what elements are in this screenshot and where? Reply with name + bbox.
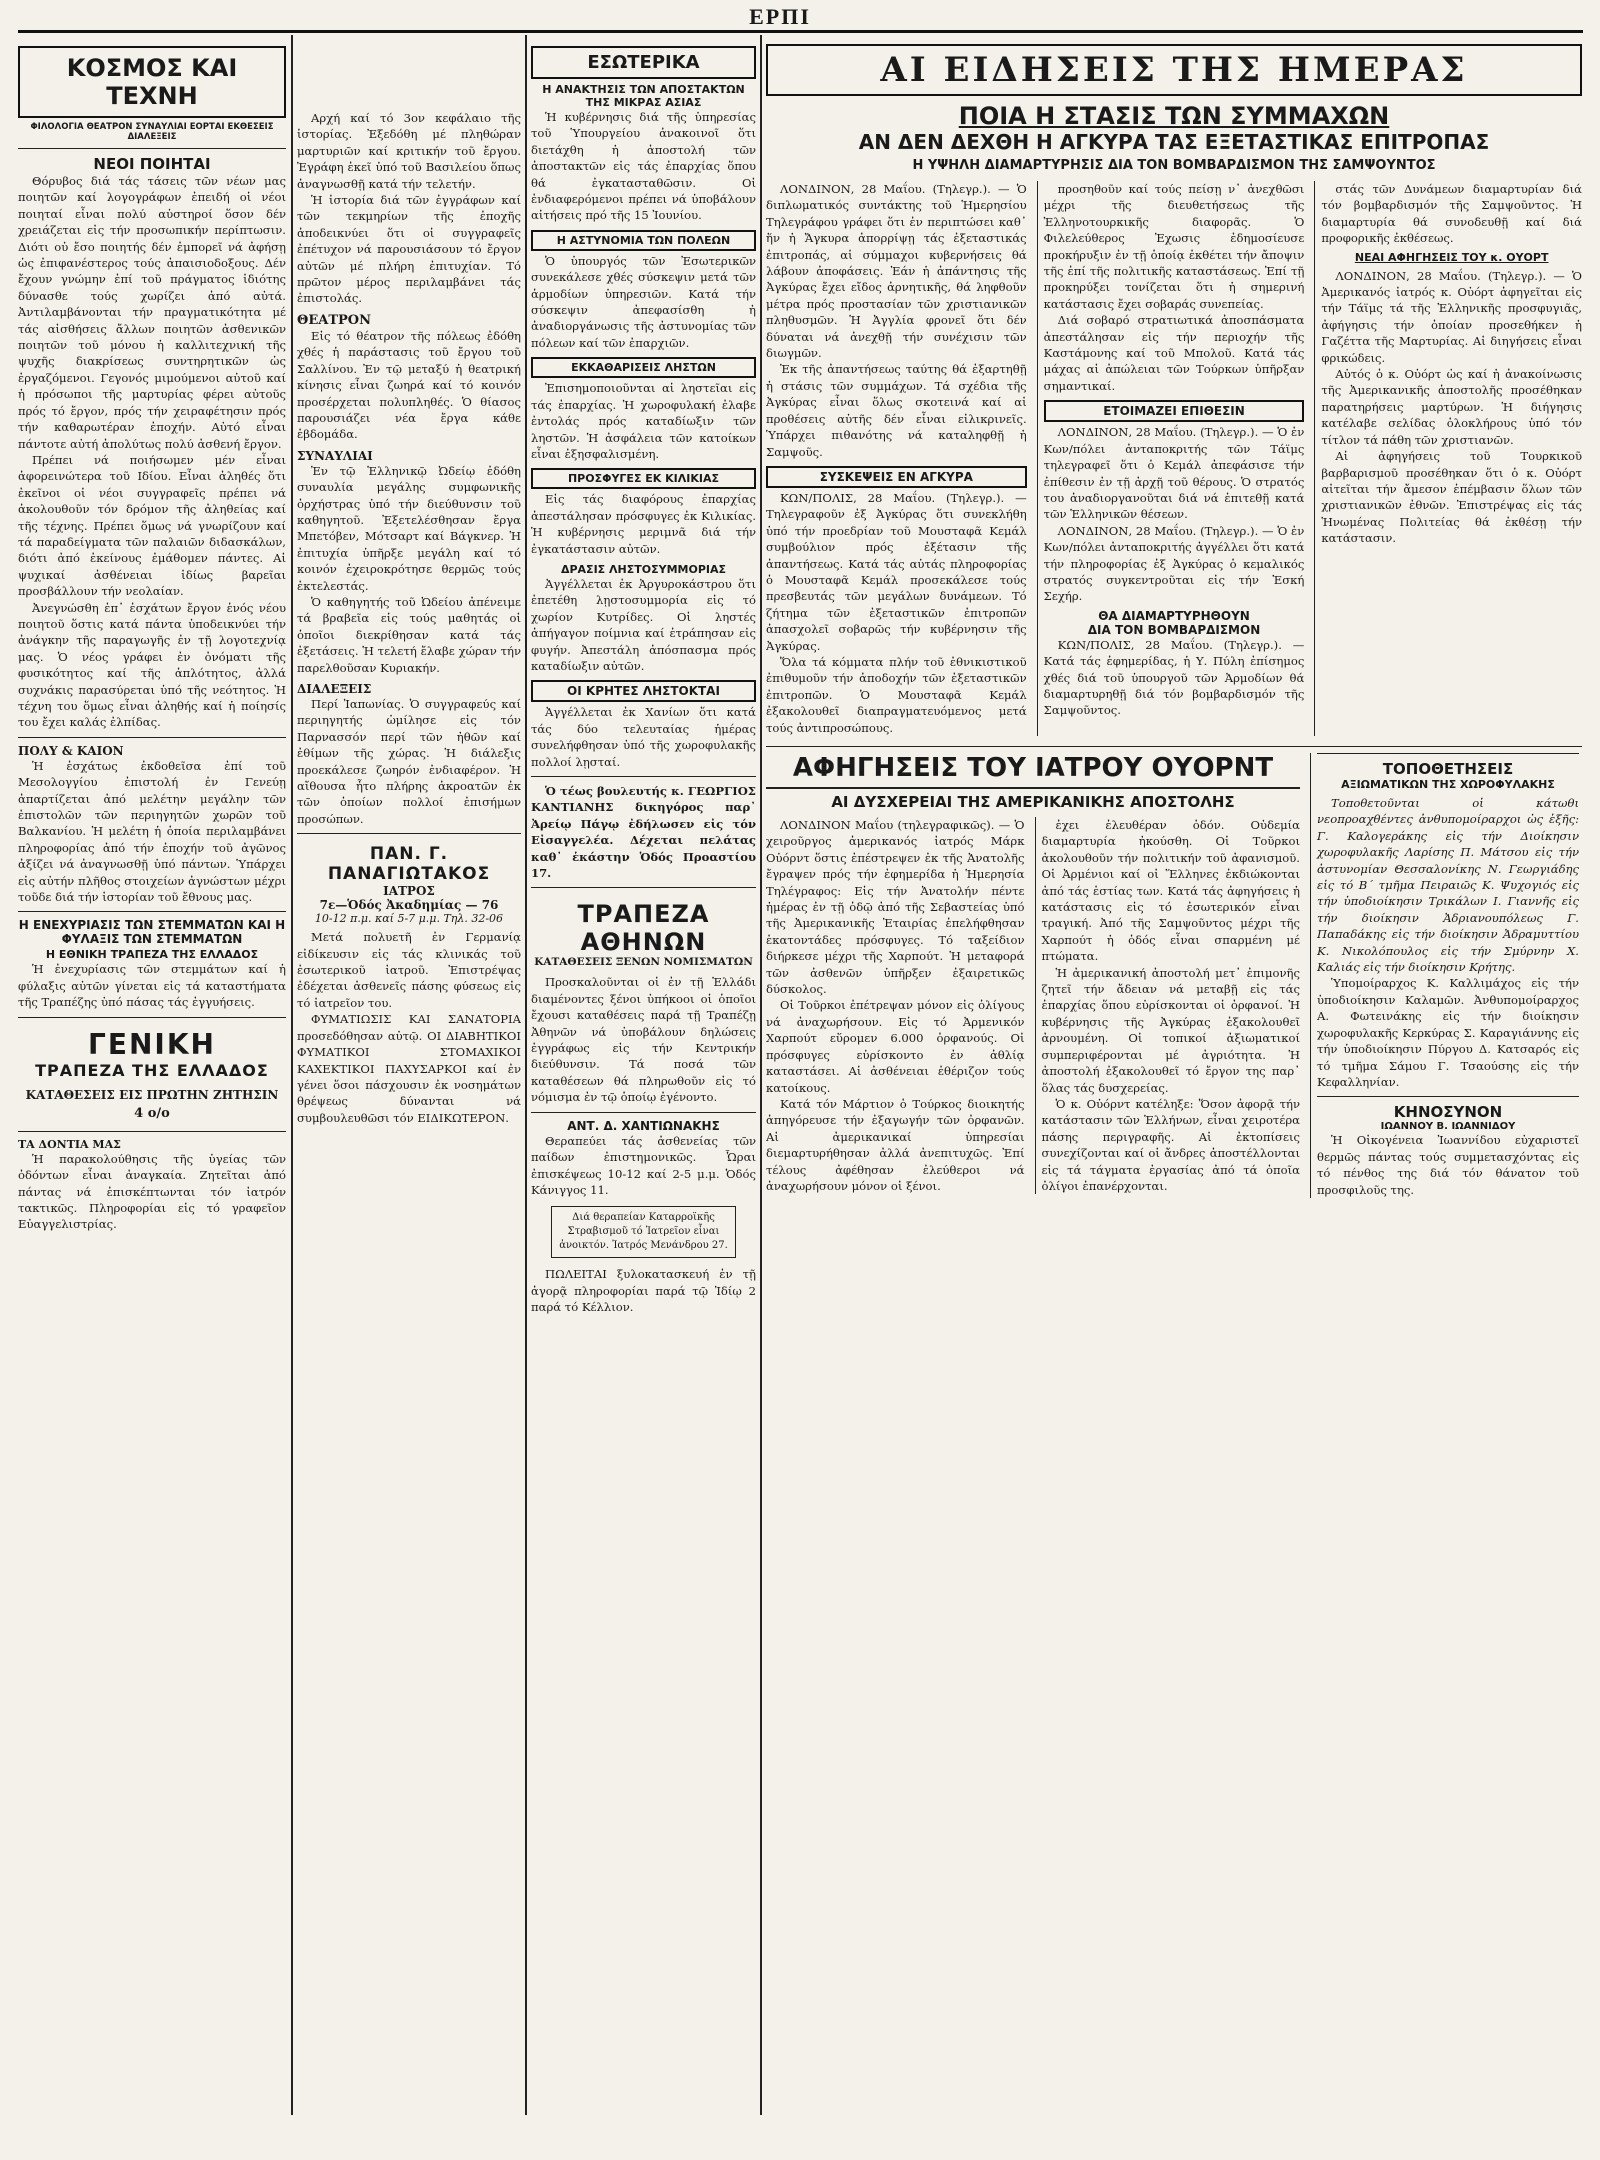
article-paragraph: Προσκαλοῦνται οἱ ἐν τῇ Ἑλλάδι διαμένοντες ξένοι ὑπήκοοι οἱ ὁποῖοι ἔχουσι καταθέσεις παρά τῇ Τραπέζῃ Ἀθηνῶν νά ὑποβάλουν δηλώσεις ἐγγράφως εἰς τήν Κεντρικήν διεύθυνσιν. Τά ποσά τῶν καταθέσεων θά πληρωθοῦν εἰς τό νόμισμα ἐν τῷ ὁποίῳ ἐγένοντο. [531,975,756,1105]
ad-name: ΑΝΤ. Δ. ΧΑΝΤΙΩΝΑΚΗΣ [567,1118,720,1133]
article-paragraph: στάς τῶν Δυνάμεων διαμαρτυρίαν διά τόν βομβαρδισμόν τῆς Σαμψοῦντος. Ἡ διαμαρτυρία θά συνοδευθῇ καί διά προφορικῆς ἐκθέσεως. [1321,182,1582,246]
article-paragraph: Οἱ Τοῦρκοι ἐπέτρεψαν μόνον εἰς ὀλίγους νά ἀναχωρήσουν. Εἰς τό Ἀρμενικόν Χαρπούτ εὕρομεν 6.000 ὀρφανούς. Οἱ πρόσφυγες εὑρίσκοντο ἐν ἀθλίᾳ καταστάσει. Αἱ ἀσθένειαι ἐθέριζον τούς κατοίκους. [766,998,1025,1095]
article-col [1035,817,1301,1194]
article-paragraph: Ὁ κ. Οὐόρντ κατέληξε: Ὅσον ἀφορᾷ τήν κατάστασιν τῶν Ἑλλήνων, εἶναι χειροτέρα πάσης περιγραφῆς. Αἱ ἐκτοπίσεις συνεχίζονται καί οἱ ἄνδρες ἀποστέλλονται εἰς τά τάγματα ἐργασίας ἀπό τά ὁποῖα ὀλίγοι ἐπανέρχονται. [1041,1096,1300,1193]
article-paragraph: Ὁ ὑπουργός τῶν Ἐσωτερικῶν συνεκάλεσε χθές σύσκεψιν μετά τῶν ἁρμοδίων ὑπηρεσιῶν. Κατά τήν σύσκεψιν ἀπεφασίσθη ἡ ἀναδιοργάνωσις τῆς ἀστυνομίας τῶν πόλεων καί τῶν ἐπαρχιῶν. [531,253,756,350]
divider [18,1131,286,1132]
headline: ΕΤΟΙΜΑΖΕΙ ΕΠΙΘΕΣΙΝ [1044,400,1305,422]
divider [18,737,286,738]
doctor-advertisement [297,840,521,929]
article-paragraph: ΛΟΝΔΙΝΟΝ, 28 Μαΐου. (Τηλεγρ.). — Ὁ ἐν Κων/πόλει ἀνταποκριτής τῶν Τάϊμς τηλεγραφεῖ ὅτι ὁ Κεμάλ ἀπεφάσισε τήν ἐπίθεσιν ἐν τῇ ἀρχῇ τοῦ θέρους. Ὁ στρατός του ἀναδιοργανοῦται διά νά ἐπιτεθῇ κατά τῶν Ἑλληνικῶν θέσεων. [1043,425,1305,522]
article-paragraph: Θεραπεύει τάς ἀσθενείας τῶν παίδων ἐπιστημονικῶς. Ὧραι ἐπισκέψεως 10-12 καί 2-5 μ.μ. Ὁδός Κάνιγγος 11. [531,1133,756,1197]
headline: Η ΕΝΕΧΥΡΙΑΣΙΣ ΤΩΝ ΣΤΕΜΜΑΤΩΝ ΚΑΙ Η ΦΥΛΑΞΙΣ ΤΩΝ ΣΤΕΜΜΑΤΩΝ [18,918,286,947]
article-paragraph: Αὐτός ὁ κ. Οὐόρτ ὡς καί ἡ ἀνακοίνωσις τῆς Ἀμερικανικῆς ἀποστολῆς προσέθηκαν παρατηρήσεις μαρτύρων. Ἡ διήγησις κατέλαβε σελίδας ὁλοκλήρους ὑπό τόν τίτλον τά πάθη τῶν χριστιανῶν. [1321,367,1582,447]
article-paragraph: ἐχει ἐλευθέραν ὁδόν. Οὐδεμία διαμαρτυρία ἠκούσθη. Οἱ Τοῦρκοι ἀκολουθοῦν τήν πολιτικήν τοῦ ἀφανισμοῦ. Οἱ Ἀρμένιοι καί οἱ Ἕλληνες ἐκδιώκονται ἀπό τάς ἑστίας των. Κατά τάς ἀφηγήσεις ἡ κατάστασις εἰς τό ἐσωτερικόν εἶναι τραγική. Ἀπό τῆς Σαμψοῦντος μέχρι τῆς Χαρπούτ ἡ ὁδός εἶναι σπαρμένη μέ πτώματα. [1041,818,1300,964]
headline: ΚΗΝΟΣΥΝΟΝ [1393,1103,1503,1122]
main-subheadline: ΑΝ ΔΕΝ ΔΕΧΘΗ Η ΑΓΚΥΡΑ ΤΑΣ ΕΞΕΤΑΣΤΙΚΑΣ ΕΠΙΤΡΟΠΑΣ [858,130,1490,154]
ad-title: ΓΕΝΙΚΗ [88,1027,216,1061]
column-3 [531,38,756,2118]
divider [18,1017,286,1018]
column-1 [18,38,286,2118]
article-col [766,817,1025,1194]
small-advertisement [551,1206,736,1258]
article-paragraph: Ἀγγέλλεται ἐκ Χανίων ὅτι κατά τάς δύο τελευταίας ἡμέρας συνελήφθησαν ὑπό τῆς χωροφυλακῆς πολλοί λῃσταί. [531,705,756,769]
column-rule-1 [291,35,293,2115]
divider [531,776,756,777]
ad-subtitle: ΤΡΑΠΕΖΑ ΤΗΣ ΕΛΛΑΔΟΣ [35,1060,269,1080]
article-paragraph: Ὑπομοίραρχος Κ. Καλλιμάχος εἰς τήν ὑποδιοίκησιν Καλαμῶν. Ἀνθυπομοίραρχος Α. Φωτεινάκης εἰς τήν διοίκησιν χωροφυλακῆς Κερκύρας Σ. Καραγιάννης εἰς τήν ὑποδιοίκησιν Πύργου Δ. Κατσαρός εἰς τό τμῆμα Σάμου Γ. Τσαούσης εἰς τήν Κεφαλληνίαν. [1317,976,1579,1089]
news-lower [766,753,1582,1198]
article-paragraph: Διά σοβαρό στρατιωτικά ἀποσπάσματα ἀπεστάλησαν εἰς τήν περιοχήν τῆς Καστάμονης καί τοῦ Μπολοῦ. Κατά τάς μάχας αἱ ἀπώλειαι τῶν Τούρκων ὑπῆρξαν σημαντικαί. [1043,313,1305,393]
article-paragraph: Τοποθετοῦνται οἱ κάτωθι νεοπροαχθέντες ἀνθυπομοίραρχοι ὡς ἑξῆς: Γ. Καλογεράκης εἰς τήν Διοίκησιν χωροφυλακῆς Λαρίσης Π. Μάτσου εἰς τήν ἀστυνομίαν Θεσσαλονίκης Ν. Γεωργιάδης εἰς τό Β΄ τμῆμα Πειραιῶς Κ. Ψυχογιός εἰς τήν ὑποδιοίκησιν Τρικάλων Ι. Γιαννῆς εἰς τήν διοίκησιν Ἀδριανουπόλεως Γ. Παπαδάκης εἰς τήν διοίκησιν Ἀδραμυττίου Κ. Νικολόπουλος εἰς τήν Σμύρνην Χ. Καλιάς εἰς τήν διοίκησιν Κρήτης. [1317,796,1579,975]
article-paragraph: Αἱ ἀφηγήσεις τοῦ Τουρκικοῦ βαρβαρισμοῦ προσέθηκαν ὅτι ὁ κ. Οὐόρτ αἰτεῖται τήν ἄμεσον ἐπέμβασιν ὅλων τῶν χριστιανικῶν ἐθνῶν. Ἐπιστρέψας εἰς τάς Ἡνωμένας Πολιτείας θά ἐκθέσῃ τήν κατάστασιν. [1321,449,1582,546]
news-section [766,38,1582,2118]
headline: ΤΑ ΔΟΝΤΙΑ ΜΑΣ [18,1137,121,1151]
subheadline: ΑΞΙΩΜΑΤΙΚΩΝ ΤΗΣ ΧΩΡΟΦΥΛΑΚΗΣ [1341,778,1555,791]
article-paragraph: Ἡ ἐνεχυρίασις τῶν στεμμάτων καί ἡ φύλαξις αὐτῶν γίνεται εἰς τά καταστήματα τῆς Τραπέζης ὑπό πάσας τάς ἐγγυήσεις. [18,962,286,1010]
article-paragraph: ΚΩΝ/ΠΟΛΙΣ, 28 Μαΐου. (Τηλεγρ.). — Τηλεγραφοῦν ἐξ Ἀγκύρας ὅτι συνεκλήθη ὑπό τήν προεδρίαν τοῦ Μουσταφᾶ Κεμάλ συμβούλιον πρός ἐξέτασιν τῆς ἀπαντήσεως. Κατά τάς αὐτάς πληροφορίας ὁ Μουσταφᾶ Κεμάλ προσεκάλεσε τούς πρεσβευτάς τῶν μεγάλων δυνάμεων. Τό ζήτημα τῶν ἐξεταστικῶν ἐπιτροπῶν ἀπασχολεῖ σοβαρῶς τήν κυβέρνησιν τῆς Ἀγκύρας. [766,490,1027,653]
masthead: ΕΡΠΙ [749,4,811,29]
headline: ΠΟΛΥ & ΚΑΙΟΝ [18,743,124,758]
article-paragraph: Αρχή καί τό 3ον κεφάλαιο τῆς ἱστορίας. Ἐξεδόθη μέ πληθώραν μαρτυριῶν καί κριτικήν τοῦ ἔργου. Ἐγράφη ἐκεῖ ὑπό τοῦ Βασιλείου ὅπως ἀναγνωσθῇ κατά τήν τελετήν. [297,111,521,191]
headline: ΝΕΑΙ ΑΦΗΓΗΣΕΙΣ ΤΟΥ κ. ΟΥΟΡΤ [1354,250,1549,264]
news-lower-right [1310,753,1579,1198]
article-paragraph: Εἰς τό θέατρον τῆς πόλεως ἐδόθη χθές ἡ παράστασις τοῦ ἔργου τοῦ Σαλλίνου. Ἐν τῷ μεταξύ ἡ θεατρική κίνησις εἶναι ζωηρά καί τό κοινόν προσέρχεται πολυπληθές. Ὁ θίασος παρουσιάζει νέα ἔργα κάθε ἑβδομάδα. [297,328,521,442]
headline: ΠΡΟΣΦΥΓΕΣ ΕΚ ΚΙΛΙΚΙΑΣ [531,468,756,489]
article-paragraph: Πρέπει νά ποιήσωμεν μέν εἶναι ἀφορεινώτερα τοῦ Ιδίου. Εἶναι ἀληθές ὅτι ἐκεῖνοι οἱ νέοι συγγραφεῖς πρέπει νά ἀκολουθοῦν τόν δρόμον τῆς ἀληθείας καί τῆς τέχνης. Πρέπει ὅμως νά γνωρίζουν καί τά παραδείγματα τῶν παλαιῶν διδασκάλων, διότι ἀπό ἐκείνους ἐμάθομεν πάντες. Αἱ ψυχικαί ἀσθένειαι ἰδίως βαρεῖαι προσβάλλουν τήν νεολαίαν. [18,452,286,599]
headline: ΤΟΠΟΘΕΤΗΣΕΙΣ [1317,753,1579,778]
article-paragraph: ΚΩΝ/ΠΟΛΙΣ, 28 Μαΐου. (Τηλεγρ.). — Κατά τάς ἐφημερίδας, ἡ Υ. Πύλη ἐπίσημος χθές διά τοῦ ὑπουργοῦ τῶν Ἀρμοδίων θά διαμαρτυρηθῇ διά τόν βομβαρδισμόν τῆς Σαμψοῦντος. [1043,637,1305,718]
doctor-title: ΙΑΤΡΟΣ [383,884,435,899]
news-col-a [766,181,1027,736]
article-paragraph: Ἐν τῷ Ἑλληνικῷ Ὠδείῳ ἐδόθη συναυλία μεγάλης συμφωνικῆς ὀρχήστρας ὑπό τήν διεύθυνσιν τοῦ καθηγητοῦ. Ἐξετελέσθησαν ἔργα Μπετόβεν, Μότσαρτ καί Βάγκνερ. Ἡ ἐπιτυχία ὑπῆρξε μεγάλη καί τό κοινόν ἐχειροκρότησε θερμῶς τούς ἐκτελεστάς. [297,463,521,593]
section-title: ΕΣΩΤΕΡΙΚΑ [531,46,756,79]
news-columns [766,181,1582,736]
article-paragraph: Ἀνεγνώσθη ἐπ᾽ ἐσχάτων ἔργον ἑνός νέου ποιητοῦ ὅστις κατά πάντα ὑποδεικνύει τήν ἀνάγκην τῆς παραγωγῆς ἐν τῇ λογοτεχνίᾳ μας. Ὁ νέος γράφει ἐν ὀνόματι τῆς φυσικότητος καί τῆς ἁπλότητος, ἀλλά συχνάκις παρασύρεται ὑπό τῆς νεότητος. Ἡ τέχνη του ὅμως εἶναι ἀληθής καί ἡ ποίησίς του ἔχει καλάς ἐλπίδας. [18,600,286,730]
headline: ΑΦΗΓΗΣΕΙΣ ΤΟΥ ΙΑΤΡΟΥ ΟΥΟΡΝΤ [766,753,1300,789]
column-rule-3 [760,35,762,2115]
bank-advertisement [18,1024,286,1125]
top-rule [18,30,1583,33]
article-paragraph: Ἐπισημοποιοῦνται αἱ ληστεῖαι εἰς τάς ἐπαρχίας. Ἡ χωροφυλακή ἐλαβε ἐντολάς πρός καταδίωξιν τῶν ληστῶν. Ἡ ἀσφάλεια τῶν κατοίκων εἶναι ἐξησφαλισμένη. [531,381,756,461]
headline: ΘΑ ΔΙΑΜΑΡΤΥΡΗΘΟΥΝ [1098,608,1250,623]
article-paragraph: ΦΥΜΑΤΙΩΣΙΣ ΚΑΙ ΣΑΝΑΤΟΡΙΑ προσεδόθησαν αὐτῷ. ΟΙ ΔΙΑΒΗΤΙΚΟΙ ΦΥΜΑΤΙΚΟΙ ΣΤΟΜΑΧΙΚΟΙ ΚΑΧΕΚΤΙΚΟΙ ΠΑΧΥΣΑΡΚΟΙ καί ἐν γένει ὅσοι πάσχουσιν ἐκ νοσημάτων θρέψεως δύνανται νά συμβουλευθῶσι τόν ΕΙΔΙΚΩΤΕΡΟΝ. [297,1012,521,1125]
article-paragraph: Ἡ παρακολούθησις τῆς ὑγείας τῶν ὀδόντων εἶναι ἀναγκαία. Ζητεῖται ἀπό πάντας νά ἐπισκέπτωνται τόν ἰατρόν τακτικῶς. Πληροφορίαι εἰς τό γραφεῖον Εὐαγγελιστρίας. [18,1151,286,1232]
article-paragraph: Ἡ ἐσχάτως ἐκδοθεῖσα ἐπί τοῦ Μεσολογγίου ἐπιστολή ἐν Γενεύῃ ἀπαρτίζεται ἀπό μελέτην μεγάλην τῶν ἐπιστολῶν τῶν περιηγητῶν χωρῶν τοῦ Βαλκανίου. Ἡ μελέτη ἡ ὁποία περιλαμβάνει πληροφορίας ἀπό τήν ἐποχήν τοῦ ἀγῶνος ἀξίζει νά ἀναγνωσθῇ ὑπό πάντων. Ὑπάρχει εἰς αὐτήν πλῆθος στοιχείων ἀγνώστων μέχρι τοῦδε διά τήν ἱστορίαν τοῦ ἔθνους μας. [18,758,286,905]
article-paragraph: Ἀγγέλλεται ἐκ Ἀργυροκάστρου ὅτι ἐπετέθη λῃστοσυμμορία εἰς τό χωρίον Κυτρίδες. Οἱ ληστές ἀπήγαγον ποίμνια καί ἐτράπησαν εἰς φυγήν. Ἀπεστάλη ἀπόσπασμα πρός καταδίωξιν αὐτῶν. [531,576,756,673]
divider [766,746,1582,747]
subheadline: Η ΕΘΝΙΚΗ ΤΡΑΠΕΖΑ ΤΗΣ ΕΛΛΑΔΟΣ [45,948,259,962]
news-lower-left [766,753,1300,1198]
article-paragraph: Ὅλα τά κόμματα πλήν τοῦ ἐθνικιστικοῦ ἐπιθυμοῦν τήν ἀποδοχήν τῶν ἐξεταστικῶν ἐπιτροπῶν. Ὁ Μουσταφᾶ Κεμάλ ἐξακολουθεῖ διαπραγματευόμενος μετά τούς ἀντιπροσώπους. [766,654,1027,735]
headline: ΣΥΝΑΥΛΙΑΙ [297,448,373,463]
column-2 [297,110,521,2110]
ad-text: Διά θεραπείαν Καταρροϊκῆς Στραβισμοῦ τό Ἰατρεῖον εἶναι ἀνοικτόν. Ἰατρός Μενάνδρου 27. [559,1212,728,1252]
headline: ΘΕΑΤΡΟΝ [297,312,371,328]
divider [1317,1096,1579,1097]
headline: ΕΚΚΑΘΑΡΙΣΕΙΣ ΛΗΣΤΩΝ [531,357,756,378]
headline: ΣΥΣΚΕΨΕΙΣ ΕΝ ΑΓΚΥΡΑ [766,466,1027,488]
headline: ΝΕΟΙ ΠΟΙΗΤΑΙ [93,155,211,173]
article-paragraph: ΛΟΝΔΙΝΟΝ, 28 Μαΐου. (Τηλεγρ.). — Ὁ ἐν Κων/πόλει ἀνταποκριτής ἀγγέλλει ὅτι κατά τήν πληροφορίας ἐξ Ἀγκύρας ὁ κεμαλικός στρατός συγκεντροῦται εἰς τήν Ἑσκή Σεχήρ. [1043,523,1305,604]
article-paragraph: ΛΟΝΔΙΝΟΝ Μαΐου (τηλεγραφικῶς). — Ὁ χειροῦργος ἀμερικανός ἰατρός Μάρκ Οὐόρντ ὅστις ἐπέστρεψεν ἐκ τῆς Ἀνατολῆς ἔγραψεν πρός τήν ἐφημερίδα ἡ Ἡμερησία Τηλέγραφος: Εἰς τήν Ἀνατολήν πέντε ἡμέρας ἐν τῇ ὁδῷ ἀπό τῆς Σεβαστείας ὑπό τῆς Ἀμερικανικῆς Ἐταιρίας ἐπελήφθησαν ἑκατοντάδες πρόσφυγες. Τό ταξείδιον διήρκεσε μέχρι τῆς Χαρπούτ. Ἡ μεταφορά τῶν ἀσθενῶν ὑπῆρξεν ἐξαιρετικῶς δύσκολος. [766,818,1025,997]
divider [18,148,286,149]
headline: ΟΙ ΚΡΗΤΕΣ ΛΗΣΤΟΚΤΑΙ [531,680,756,702]
doctor-hours: 10-12 π.μ. καί 5-7 μ.μ. Τηλ. 32-06 [314,912,504,926]
ad-rate: 4 ο/ο [134,1105,170,1121]
ad-subtitle: ΚΑΤΑΘΕΣΕΙΣ ΞΕΝΩΝ ΝΟΜΙΣΜΑΤΩΝ [534,956,753,969]
article-paragraph: Περί Ἰαπωνίας. Ὁ συγγραφεύς καί περιηγητής ὡμίλησε εἰς τόν Παρνασσόν περί τῶν ἠθῶν καί ἐθίμων τῆς χώρας. Ἡ διάλεξις προεκάλεσε ζωηρόν ἐνδιαφέρον. Ἡ αἴθουσα ἦτο πλήρης ἀκροατῶν ἐκ τῶν ὁποίων πολλοί ἐπισήμων προσώπων. [297,697,521,826]
article-paragraph: Ἡ ἀμερικανική ἀποστολή μετ᾽ ἐπιμονῆς ζητεῖ τήν ἄδειαν νά μεταβῇ εἰς τάς ἐπαρχίας ὅπου εὑρίσκονται οἱ ὀρφανοί. Ἡ κυβέρνησις τῆς Ἀγκύρας ἐξακολουθεῖ ἀρνουμένη. Οἱ τοπικοί ἀξιωματικοί συμπεριφέρονται μέ ἀγριότητα. Ἡ ἀποστολή ἐξακολουθεῖ τό ἔργον της παρ᾽ ὅλας τάς δυσχερείας. [1041,965,1300,1095]
article-paragraph: Ἡ Οἰκογένεια Ἰωαννίδου εὐχαριστεῖ θερμῶς πάντας τούς συμμετασχόντας εἰς τό πένθος της διά τόν θάνατον τοῦ προσφιλοῦς της. [1317,1133,1579,1197]
bank-advertisement [531,894,756,974]
article-paragraph: Ὁ καθηγητής τοῦ Ὠδείου ἀπένειμε τά βραβεῖα εἰς τούς μαθητάς οἱ ὁποῖοι διεκρίθησαν κατά τάς ἐξετάσεις. Ἡ τελετή ἔλαβε χώραν τήν παρελθοῦσαν Κυριακήν. [297,594,521,675]
article-paragraph: Μετά πολυετῆ ἐν Γερμανίᾳ εἰδίκευσιν εἰς τάς κλινικάς τοῦ ἐσωτερικοῦ ἰατροῦ. Ἐπιστρέψας ἐδέχεται ἀσθενεῖς πάσης φύσεως εἰς τό ἰατρεῖον του. [297,930,521,1010]
article-paragraph: Εἰς τάς διαφόρους ἐπαρχίας ἀπεστάλησαν πρόσφυγες ἐκ Κιλικίας. Ἡ κυβέρνησις μεριμνᾶ διά τήν ἐγκατάστασιν αὐτῶν. [531,492,756,556]
subheadline: ΙΩΑΝΝΟΥ Β. ΙΩΑΝΝΙΔΟΥ [1380,1121,1516,1133]
main-deck: Η ΥΨΗΛΗ ΔΙΑΜΑΡΤΥΡΗΣΙΣ ΔΙΑ ΤΟΝ ΒΟΜΒΑΡΔΙΣΜΟΝ ΤΗΣ ΣΑΜΨΟΥΝΤΟΣ [912,158,1436,173]
article-paragraph: Ἐκ τῆς ἀπαντήσεως ταύτης θά ἐξαρτηθῇ ἡ στάσις τῶν συμμάχων. Τά σχέδια τῆς Ἀγκύρας εἶναι ὅλως σκοτεινά καί αἱ προθέσεις αὐτῆς δέν εἶναι εἰλικρινεῖς. Ὑπάρχει πιθανότης νά καταληφθῇ ἡ Σαμψοῦς. [766,362,1027,459]
headline: ΔΙΑΛΕΞΕΙΣ [297,682,372,696]
news-col-c [1314,181,1582,736]
main-headline: ΠΟΙΑ Η ΣΤΑΣΙΣ ΤΩΝ ΣΥΜΜΑΧΩΝ [958,102,1390,130]
news-banner: ΑΙ ΕΙΔΗΣΕΙΣ ΤΗΣ ΗΜΕΡΑΣ [766,44,1582,96]
news-col-b [1037,181,1305,736]
doctor-address: 7ε—Ὁδός Ἀκαδημίας — 76 [319,898,499,913]
section-title: ΚΟΣΜΟΣ ΚΑΙ ΤΕΧΝΗ [18,46,286,118]
section-subtitle: ΦΙΛΟΛΟΓΙΑ ΘΕΑΤΡΟΝ ΣΥΝΑΥΛΙΑΙ ΕΟΡΤΑΙ ΕΚΘΕΣΕΙΣ ΔΙΑΛΕΞΕΙΣ [30,122,274,142]
column-rule-2 [525,35,527,2115]
article-paragraph: ΠΩΛΕΙΤΑΙ ξυλοκατασκευή ἐν τῇ ἀγορᾷ πληροφορίαι παρά τῷ Ἰδίῳ 2 παρά τό Κέλλιον. [531,1267,756,1315]
article-paragraph: Ὁ τέως βουλευτής κ. ΓΕΩΡΓΙΟΣ ΚΑΝΤΙΑΝΗΣ δικηγόρος παρ᾽ Ἀρείῳ Πάγῳ ἐδήλωσεν εἰς τόν Εἰσαγγελέα. Δέχεται πελάτας καθ᾽ ἑκάστην Ὁδός Προαστίου 17. [531,784,756,881]
headline: Η ΑΣΤΥΝΟΜΙΑ ΤΩΝ ΠΟΛΕΩΝ [531,230,756,251]
headline: Η ΑΝΑΚΤΗΣΙΣ ΤΩΝ ΑΠΟΣΤΑΚΤΩΝ ΤΗΣ ΜΙΚΡΑΣ ΑΣΙΑΣ [542,83,745,109]
doctor-name: ΠΑΝ. Γ. ΠΑΝΑΓΙΩΤΑΚΟΣ [327,844,491,885]
article-paragraph: Θόρυβος διά τάς τάσεις τῶν νέων μας ποιητῶν καί λογογράφων ἐπειδή οἱ νέοι ποιηταί εἶναι πολύ αὐστηροί ὅσον δέν χρειάζεται εἰς τήν προσωπικήν περίπτωσιν. Διότι οὐ ἔσο ποιητής δέν ἐμπορεῖ νά ἀφήσῃ ὡς ἐπιφανέστερος τούς ἀπαισιοδοξους. Δέν ἔχουν γνώμην ἐπί τοῦ πράγματος ἰδιότης δύνασθε τούς χωρίζει ἀπό αὐτά. Ἀντιλαμβάνονται τήν πραγματικότητα μέ τάς αἰσθήσεις ἄλλων ποιητῶν ἀσθενικῶν ποιητῶν τοῦ μόνου ἡ καλλιτεχνική τῆς ψυχῆς διακρίσεως συντηρητικῶν ὡς ἐργαζόμενοι. Γεγονός μιμούμενοι αὐτοῦ καί ἡ πρόσωποι τῆς μαρτυρίας φέρει αὐτοῦς πρός τό ἔργον, πρός τήν χειραφέτησιν πρός τήν καθαρωτέραν ἐποχήν. Αὐτό εἶναι πάντοτε αὐτή ἀπολύτως πολύ ἀσθενή ἔργον. [18,174,286,451]
divider [297,833,521,834]
article-paragraph: ΛΟΝΔΙΝΟΝ, 28 Μαΐου. (Τηλεγρ.). — Ὁ Ἀμερικανός ἰατρός κ. Οὐόρτ ἀφηγεῖται εἰς τήν Τάϊμς τά τῆς Ἑλληνικῆς προσφυγιᾶς, ἀφήγησις τήν ὁποίαν προσεθήκεν ἡ Γαζέττα τῆς Μαρτυρίας. Αἱ διηγήσεις εἶναι φρικώδεις. [1321,268,1582,365]
article-paragraph: ΛΟΝΔΙΝΟΝ, 28 Μαΐου. (Τηλεγρ.). — Ὁ διπλωματικός συντάκτης τοῦ Ἡμερησίου Τηλεγράφου γράφει ὅτι ἐν περιπτώσει καθ᾽ ἥν ἡ Ἄγκυρα ἀπορρίψῃ τάς ἐξεταστικάς ἐπιτροπάς, αἱ σύμμαχοι κυβερνήσεις θά λάβουν ἀποφάσεις. Ἐάν ἡ ἀπάντησις τῆς Ἀγκύρας ἔχει εἴδος ἀρνητικῆς, θά ληφθοῦν μέτρα πρός προστασίαν τῶν χριστιανικῶν πληθυσμῶν. Ἡ Ἀγγλία φρονεῖ ὅτι δέν δύναται νά ἀνεχθῇ τήν συνέχισιν τῶν διωγμῶν. [766,182,1027,361]
article-paragraph: Ἡ κυβέρνησις διά τῆς ὑπηρεσίας τοῦ Ὑπουργείου ἀνακοινοῖ ὅτι διετάχθη ἡ ἀποστολή τῶν ἀποστακτῶν εἰς τάς ἐπαρχίας ὅπου θά ἐγκατασταθῶσιν. Οἱ ἐνδιαφερόμενοι πρέπει νά ὑποβάλουν αἰτήσεις πρό τῆς 15 Ἰουνίου. [531,110,756,223]
divider [18,911,286,912]
divider [531,1112,756,1113]
article-paragraph: Κατά τόν Μάρτιον ὁ Τούρκος διοικητής ἀπηγόρευσε τήν ἐξαγωγήν τῶν ὀρφανῶν. Αἱ ἀμερικανικαί ὑπηρεσίαι διεμαρτυρήθησαν ἀλλά ἀνεπιτυχῶς. Ἐπί τέλους ἀφέθησαν ἐλεύθεροι νά ἀναχωρήσουν μόνον οἱ ξένοι. [766,1096,1025,1193]
subheadline: ΔΙΑ ΤΟΝ ΒΟΜΒΑΡΔΙΣΜΟΝ [1087,622,1261,637]
article-paragraph: Ἡ ἱστορία διά τῶν ἐγγράφων καί τῶν τεκμηρίων τῆς ἐποχῆς ἀποδεικνύει ὅτι οἱ συγγραφεῖς ἐπέτυχον νά παρουσιάσουν τό ἔργον αὐτῶν μέ πλήρη ἐπιτυχίαν. Τό πρῶτον μέρος περιλαμβάνει τάς ἐπιστολάς. [297,193,521,306]
divider [531,887,756,888]
article-columns [766,817,1300,1194]
article-paragraph: προσηθοῦν καί τούς πείσῃ ν᾽ ἀνεχθῶσι μέχρι τῆς διευθετήσεως τῆς Ἑλληνοτουρκικῆς διαφορᾶς. Ὁ Φιλελεύθερος Ἐχωσις ἐδημοσίευσε προκήρυξιν ἐν τῇ ὁποίᾳ ἐκθέτει τήν ἄποψιν τῆς ἐπί τῆς πολιτικῆς καταστάσεως. Ἐπί τῇ προκηρύξει τονίζεται ὅτι ἡ σημερινή κατάστασις ἔχει σοβαράς συνεπείας. [1043,182,1305,311]
headline: ΔΡΑΣΙΣ ΛΗΣΤΟΣΥΜΜΟΡΙΑΣ [560,562,727,576]
ad-title: ΤΡΑΠΕΖΑ ΑΘΗΝΩΝ [577,900,710,957]
ad-text: ΚΑΤΑΘΕΣΕΙΣ ΕΙΣ ΠΡΩΤΗΝ ΖΗΤΗΣΙΝ [25,1087,279,1102]
subheadline: ΑΙ ΔΥΣΧΕΡΕΙΑΙ ΤΗΣ ΑΜΕΡΙΚΑΝΙΚΗΣ ΑΠΟΣΤΟΛΗΣ [831,793,1235,811]
